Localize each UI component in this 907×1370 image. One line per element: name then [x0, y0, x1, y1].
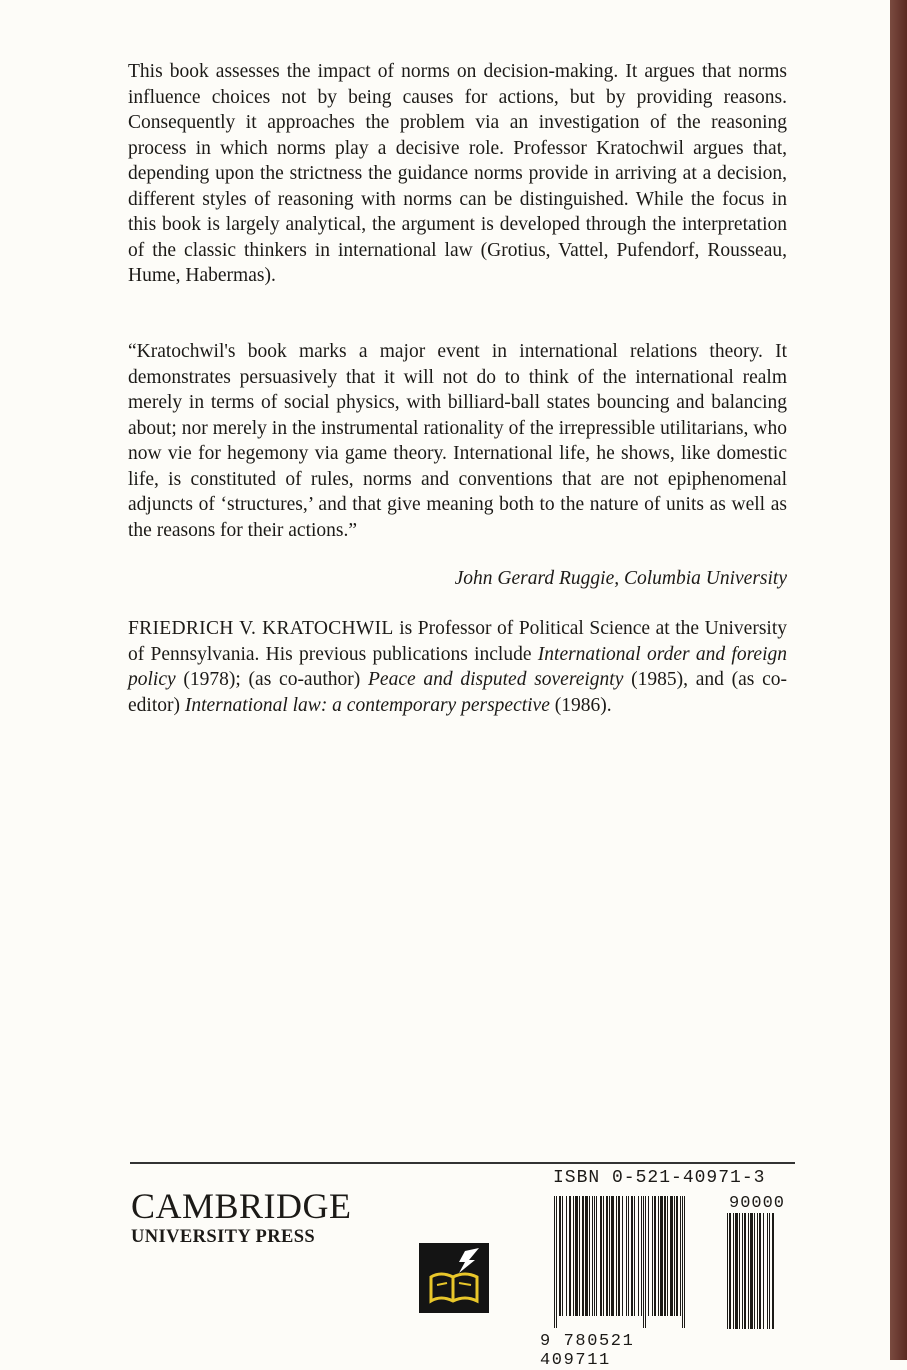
barcode-bar [645, 1196, 646, 1328]
barcode-bar [660, 1196, 663, 1316]
barcode-bar [594, 1196, 595, 1316]
barcode-bar [757, 1213, 758, 1329]
barcode-bar [641, 1196, 642, 1316]
barcode-bar [739, 1213, 740, 1329]
price-code: 90000 [729, 1194, 786, 1213]
barcode-bar [763, 1213, 764, 1329]
barcode-bar [618, 1196, 620, 1316]
quote-attribution: John Gerard Ruggie, Columbia University [454, 568, 787, 589]
barcode-bar [616, 1196, 617, 1316]
isbn-label: ISBN 0-521-40971-3 [553, 1168, 766, 1188]
barcode-bar [729, 1213, 731, 1329]
publisher-subtitle: UNIVERSITY PRESS [131, 1227, 316, 1247]
publication-title: International law: a contemporary perspective [184, 694, 550, 716]
divider-rule [130, 1162, 795, 1164]
spine-edge [890, 0, 907, 1360]
book-logo-icon [419, 1243, 489, 1313]
publication-title: International order and foreign policy [128, 643, 788, 690]
ean-barcode [554, 1196, 704, 1328]
barcode-bar [767, 1213, 768, 1329]
barcode-bar [680, 1196, 681, 1316]
barcode-bar [750, 1213, 753, 1329]
barcode-bar [748, 1213, 749, 1329]
barcode-bar [727, 1213, 728, 1329]
publisher-name: CAMBRIDGE [131, 1186, 352, 1226]
barcode-bar [609, 1196, 610, 1316]
barcode-bar [573, 1196, 574, 1316]
barcode-bar [589, 1196, 590, 1316]
barcode-bar [664, 1196, 666, 1316]
barcode-bar [600, 1196, 602, 1316]
barcode-bar [622, 1196, 623, 1316]
ean-digits: 9 780521 409711 [540, 1332, 635, 1370]
barcode-bar [585, 1196, 588, 1316]
barcode-bar [670, 1196, 673, 1316]
barcode-bar [638, 1196, 639, 1316]
barcode-bar [562, 1196, 563, 1316]
publisher-imprint [131, 1187, 391, 1248]
bio-text: (1985), and (as co-editor) [128, 669, 787, 716]
barcode-bar [684, 1196, 685, 1328]
barcode-bar [579, 1196, 580, 1316]
barcode-bar [556, 1196, 557, 1328]
barcode-bar [682, 1196, 683, 1328]
barcode-bar [658, 1196, 659, 1316]
barcode-bar [554, 1196, 555, 1328]
barcode-bar [648, 1196, 649, 1316]
barcode-bar [674, 1196, 675, 1316]
bio-text: (1986). [549, 694, 612, 716]
barcode-bar [606, 1196, 608, 1316]
review-quote: “Kratochwil's book marks a major event in international relations theory. It demonstrates persuasively that it will not do to think of the international realm merely in terms of social physics, with billiard-ball states bouncing and balancing about; nor merely in the instrumental rationality of the irrepressible utilitarians, who now vie for hegemony via game theory. International life, he shows, like domestic life, is constituted of rules, norms and conventions that are not epiphenomenal adjuncts of ‘structures,’ and that give meaning both to the nature of units as well as the reasons for their actions.” [128, 341, 787, 541]
price-barcode [727, 1213, 789, 1341]
barcode-bar [559, 1196, 561, 1316]
barcode-bar [733, 1213, 734, 1329]
barcode-bar [628, 1196, 629, 1316]
publication-title: Peace and disputed sovereignty [368, 669, 624, 690]
bio-text: (1978); (as co-author) [175, 669, 368, 690]
barcode-bar [652, 1196, 653, 1316]
barcode-bar [596, 1196, 597, 1316]
barcode-bar [626, 1196, 627, 1316]
barcode-bar [667, 1196, 668, 1316]
barcode-bar [744, 1213, 746, 1329]
barcode-bar [643, 1196, 644, 1328]
barcode-bar [631, 1196, 633, 1316]
barcode-bar [575, 1196, 578, 1316]
barcode-bar [611, 1196, 614, 1316]
barcode-bar [676, 1196, 678, 1316]
bio-text: is Professor of Political Science at the University of Pennsylvania. His previous publications include [128, 618, 787, 665]
barcode-bar [569, 1196, 571, 1316]
barcode-bar [759, 1213, 761, 1329]
barcode-bar [735, 1213, 738, 1329]
barcode-bar [772, 1213, 774, 1329]
barcode-bar [654, 1196, 656, 1316]
barcode-bar [634, 1196, 635, 1316]
barcode-bar [769, 1213, 770, 1329]
author-bio [128, 616, 787, 718]
barcode-bar [582, 1196, 584, 1316]
author-name: FRIEDRICH V. KRATOCHWIL [128, 618, 394, 639]
barcode-bar [566, 1196, 567, 1316]
barcode-bar [592, 1196, 593, 1316]
barcode-bar [742, 1213, 743, 1329]
barcode-bar [754, 1213, 755, 1329]
barcode-bar [603, 1196, 604, 1316]
book-description: This book assesses the impact of norms on decision-making. It argues that norms influence choices not by being causes for actions, but by providing reasons. Consequently it approaches the problem via an investigation of the reasoning process in which norms play a decisive role. Professor Kratochwil argues that, depending upon the strictness the guidance norms provide in arriving at a decision, different styles of reasoning with norms can be distinguished. While the focus in this book is largely analytical, the argument is developed through the interpretation of the classic thinkers in international law (Grotius, Vattel, Pufendorf, Rousseau, Hume, Habermas). [128, 61, 787, 286]
